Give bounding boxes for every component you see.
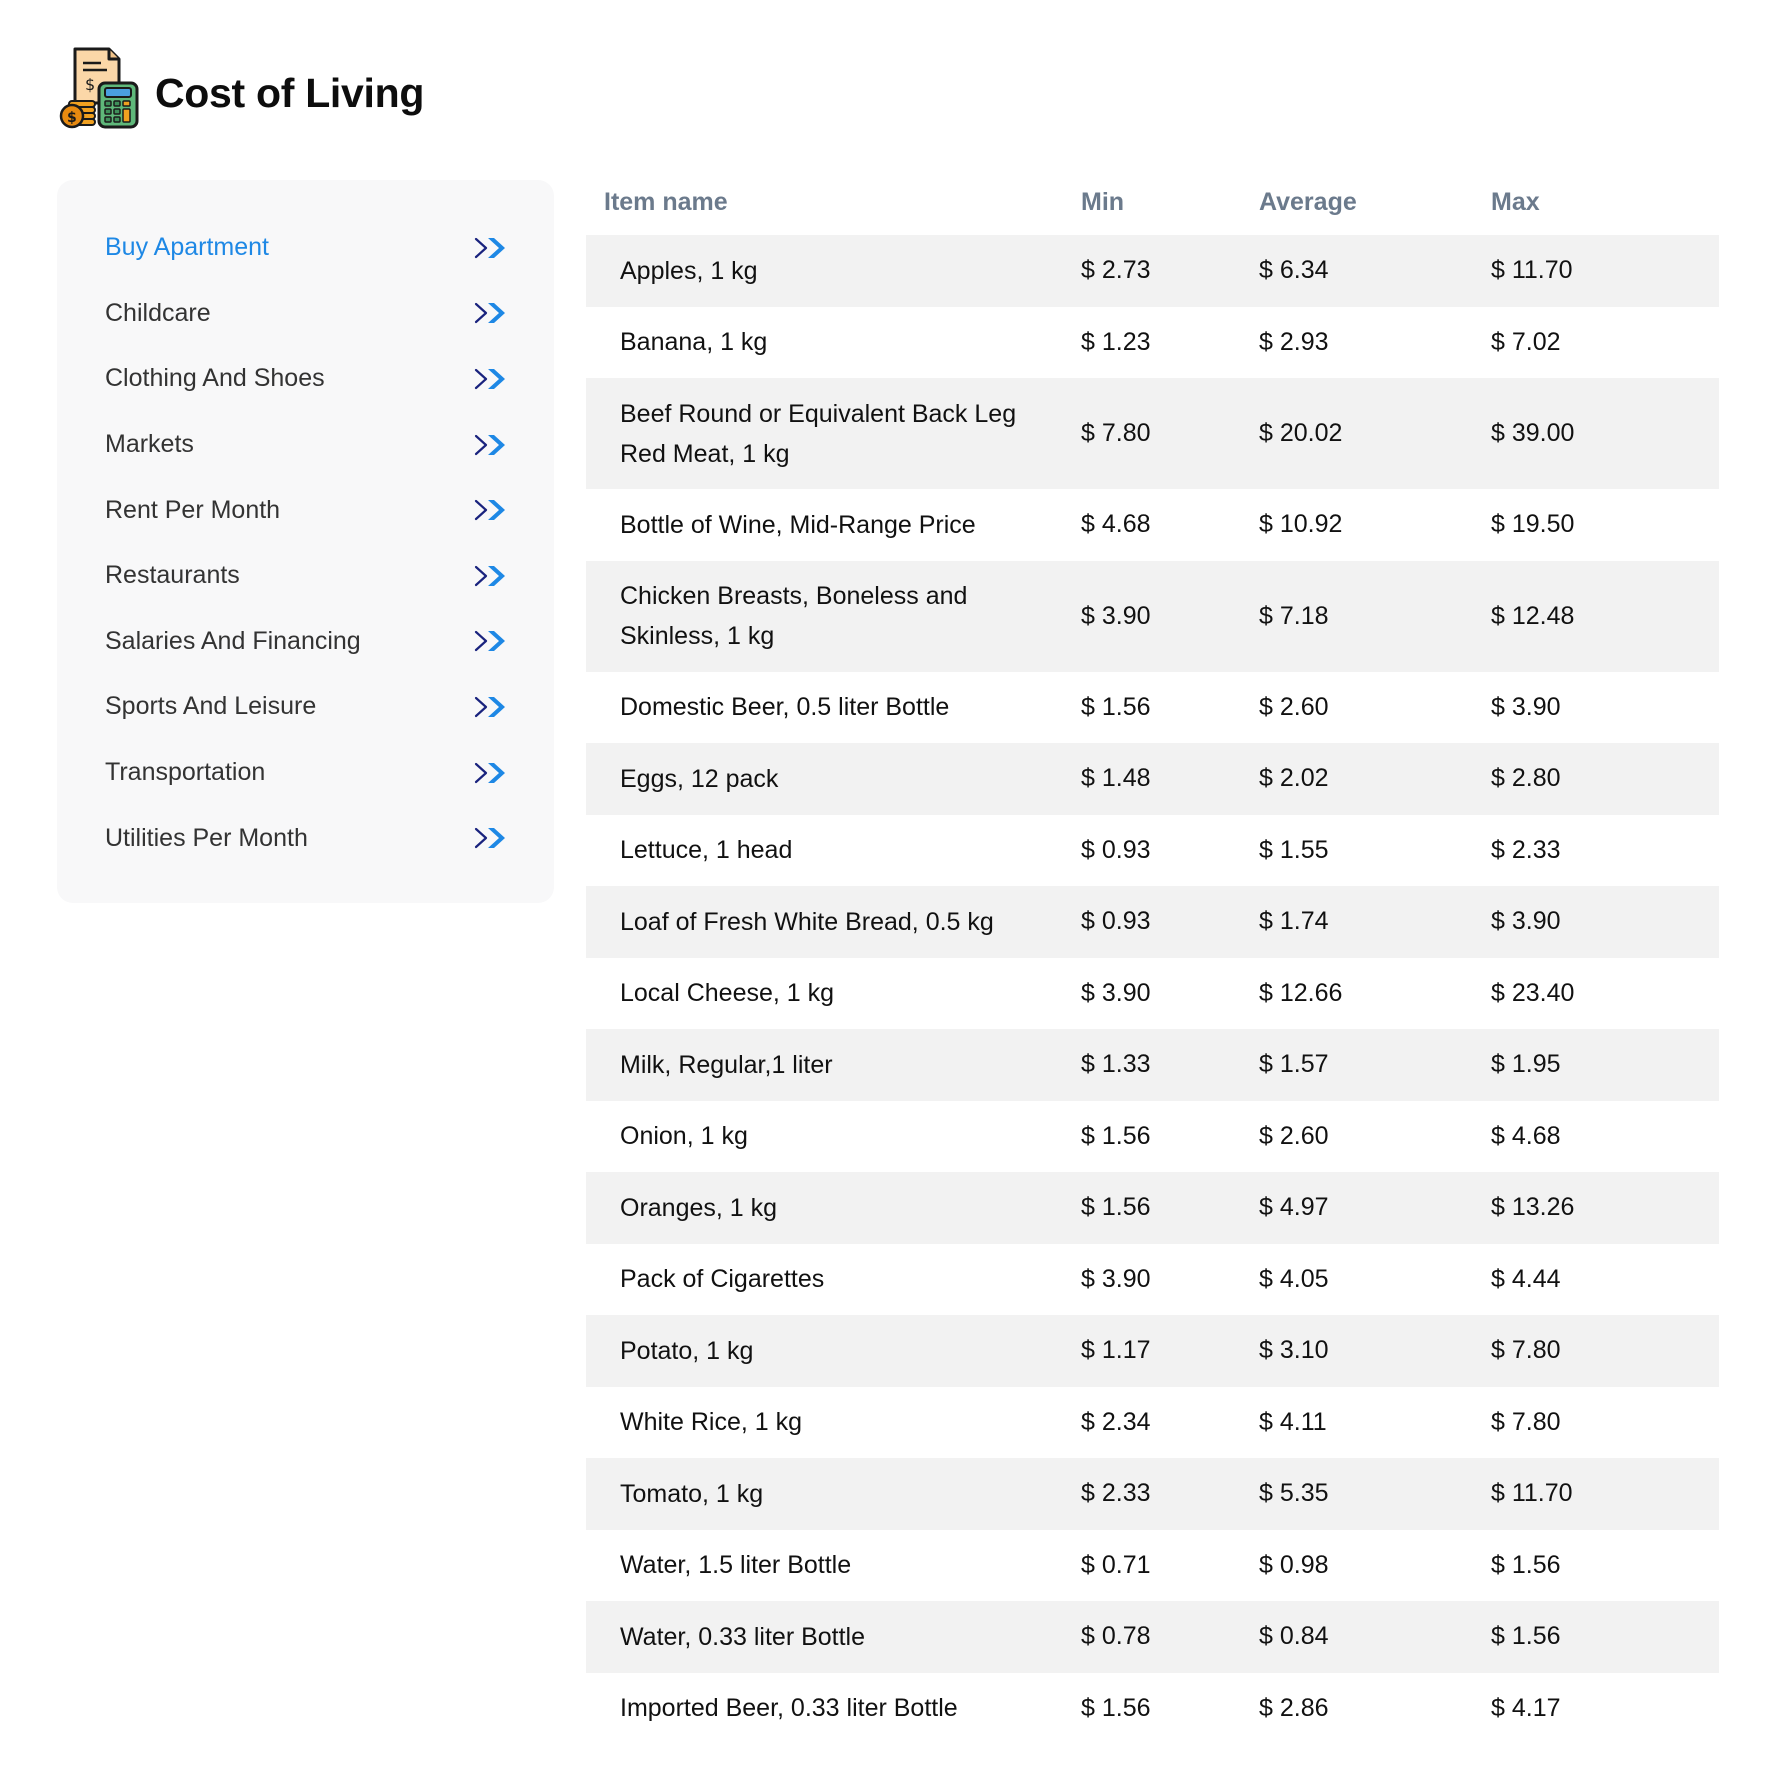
item-name-cell: Onion, 1 kg	[620, 1122, 748, 1151]
max-cell: $ 11.70	[1491, 256, 1573, 285]
table-row	[586, 307, 1719, 379]
max-cell: $ 19.50	[1491, 510, 1575, 539]
item-name-cell: Water, 0.33 liter Bottle	[620, 1622, 866, 1651]
max-cell: $ 7.02	[1491, 327, 1561, 356]
average-cell: $ 5.35	[1259, 1479, 1329, 1508]
column-header-max: Max	[1491, 188, 1540, 216]
item-name-cell: Water, 1.5 liter Bottle	[620, 1551, 852, 1580]
min-cell: $ 1.33	[1081, 1050, 1151, 1079]
item-name-cell: Milk, Regular,1 liter	[620, 1050, 833, 1079]
table-row	[586, 672, 1719, 744]
double-chevron-right-icon	[472, 365, 508, 393]
average-cell: $ 0.84	[1259, 1622, 1329, 1651]
table-row	[586, 561, 1719, 672]
svg-text:$: $	[67, 110, 77, 126]
max-cell: $ 39.00	[1491, 419, 1575, 447]
max-cell: $ 4.17	[1491, 1693, 1561, 1722]
double-chevron-right-icon	[472, 234, 508, 262]
sidebar-item-label: Utilities Per Month	[105, 823, 308, 852]
max-cell: $ 12.48	[1491, 601, 1575, 630]
average-cell: $ 3.10	[1259, 1336, 1329, 1365]
sidebar-item-label: Rent Per Month	[105, 495, 281, 524]
sidebar-item-label: Salaries And Financing	[105, 626, 361, 655]
item-name-cell: Apples, 1 kg	[620, 256, 758, 285]
double-chevron-right-icon	[472, 562, 508, 590]
min-cell: $ 1.48	[1081, 764, 1151, 793]
double-chevron-right-icon	[472, 496, 508, 524]
table-row	[586, 743, 1719, 815]
item-name-cell: White Rice, 1 kg	[620, 1408, 803, 1437]
double-chevron-right-icon	[472, 431, 508, 459]
sidebar-item-label: Buy Apartment	[105, 233, 269, 262]
average-cell: $ 10.92	[1259, 510, 1343, 539]
max-cell: $ 2.80	[1491, 764, 1561, 793]
table-row	[586, 886, 1719, 958]
max-cell: $ 1.56	[1491, 1622, 1561, 1651]
table-row	[586, 1172, 1719, 1244]
average-cell: $ 2.60	[1259, 1121, 1329, 1150]
min-cell: $ 1.56	[1081, 692, 1151, 721]
average-cell: $ 2.02	[1259, 764, 1329, 793]
average-cell: $ 7.18	[1259, 601, 1329, 630]
sidebar-item-restaurants[interactable]	[57, 543, 554, 609]
item-name-cell: Eggs, 12 pack	[620, 764, 779, 793]
average-cell: $ 2.60	[1259, 692, 1329, 721]
min-cell: $ 4.68	[1081, 510, 1151, 539]
item-name-cell: Domestic Beer, 0.5 liter Bottle	[620, 693, 950, 722]
sidebar-item-salaries-and-financing[interactable]	[57, 609, 554, 675]
item-name-cell: Tomato, 1 kg	[620, 1479, 764, 1508]
double-chevron-right-icon	[472, 299, 508, 327]
max-cell: $ 7.80	[1491, 1407, 1561, 1436]
table-row	[586, 1101, 1719, 1173]
svg-text:$: $	[85, 75, 96, 94]
item-name-cell: Chicken Breasts, Boneless and Skinless, 1 kg	[620, 582, 968, 650]
min-cell: $ 0.93	[1081, 835, 1151, 864]
table-row	[586, 1387, 1719, 1459]
item-name-cell: Potato, 1 kg	[620, 1336, 754, 1365]
average-cell: $ 2.93	[1259, 327, 1329, 356]
sidebar-item-label: Childcare	[105, 298, 211, 327]
sidebar-item-sports-and-leisure[interactable]	[57, 674, 554, 740]
max-cell: $ 3.90	[1491, 907, 1561, 936]
prices-table	[586, 170, 1719, 1744]
max-cell: $ 2.33	[1491, 835, 1561, 864]
max-cell: $ 1.56	[1491, 1550, 1561, 1579]
average-cell: $ 2.86	[1259, 1693, 1329, 1722]
average-cell: $ 4.11	[1259, 1407, 1327, 1436]
min-cell: $ 3.90	[1081, 978, 1151, 1007]
table-row	[586, 489, 1719, 561]
table-row	[586, 235, 1719, 307]
sidebar-item-clothing-and-shoes[interactable]	[57, 346, 554, 412]
sidebar-item-childcare[interactable]	[57, 281, 554, 347]
double-chevron-right-icon	[472, 759, 508, 787]
table-header	[586, 170, 1719, 235]
table-row	[586, 1029, 1719, 1101]
min-cell: $ 1.23	[1081, 327, 1151, 356]
average-cell: $ 1.55	[1259, 835, 1329, 864]
item-name-cell: Imported Beer, 0.33 liter Bottle	[620, 1694, 958, 1723]
table-row	[586, 1458, 1719, 1530]
column-header-average: Average	[1259, 188, 1357, 216]
min-cell: $ 2.73	[1081, 256, 1151, 285]
max-cell: $ 4.68	[1491, 1121, 1561, 1150]
item-name-cell: Bottle of Wine, Mid-Range Price	[620, 510, 976, 539]
page-header	[57, 42, 424, 132]
min-cell: $ 1.17	[1081, 1336, 1151, 1365]
double-chevron-right-icon	[472, 627, 508, 655]
max-cell: $ 11.70	[1491, 1479, 1573, 1508]
category-sidebar	[57, 180, 554, 903]
column-header-item-name: Item name	[604, 188, 728, 216]
sidebar-item-label: Sports And Leisure	[105, 692, 317, 721]
average-cell: $ 1.74	[1259, 907, 1329, 936]
sidebar-item-transportation[interactable]	[57, 740, 554, 806]
max-cell: $ 13.26	[1491, 1193, 1575, 1222]
table-row	[586, 1530, 1719, 1602]
min-cell: $ 3.90	[1081, 1264, 1151, 1293]
average-cell: $ 1.57	[1259, 1050, 1329, 1079]
average-cell: $ 4.05	[1259, 1264, 1329, 1293]
item-name-cell: Lettuce, 1 head	[620, 836, 793, 865]
item-name-cell: Local Cheese, 1 kg	[620, 979, 835, 1008]
min-cell: $ 1.56	[1081, 1693, 1151, 1722]
sidebar-item-rent-per-month[interactable]	[57, 477, 554, 543]
average-cell: $ 20.02	[1259, 419, 1343, 447]
min-cell: $ 2.34	[1081, 1407, 1151, 1436]
average-cell: $ 0.98	[1259, 1550, 1329, 1579]
min-cell: $ 0.71	[1081, 1550, 1151, 1579]
max-cell: $ 3.90	[1491, 692, 1561, 721]
item-name-cell: Loaf of Fresh White Bread, 0.5 kg	[620, 907, 994, 936]
double-chevron-right-icon	[472, 693, 508, 721]
sidebar-item-label: Transportation	[105, 758, 266, 787]
average-cell: $ 6.34	[1259, 256, 1329, 285]
sidebar-item-label: Clothing And Shoes	[105, 364, 325, 393]
sidebar-item-utilities-per-month[interactable]	[57, 805, 554, 871]
table-body	[586, 235, 1719, 1744]
max-cell: $ 7.80	[1491, 1336, 1561, 1365]
double-chevron-right-icon	[472, 824, 508, 852]
max-cell: $ 4.44	[1491, 1264, 1561, 1293]
max-cell: $ 23.40	[1491, 978, 1575, 1007]
table-row	[586, 958, 1719, 1030]
min-cell: $ 3.90	[1081, 601, 1151, 630]
max-cell: $ 1.95	[1491, 1050, 1561, 1079]
table-row	[586, 1244, 1719, 1316]
min-cell: $ 0.93	[1081, 907, 1151, 936]
sidebar-item-label: Restaurants	[105, 561, 240, 590]
table-row	[586, 378, 1719, 489]
average-cell: $ 4.97	[1259, 1193, 1329, 1222]
min-cell: $ 1.56	[1081, 1121, 1151, 1150]
sidebar-item-markets[interactable]	[57, 412, 554, 478]
min-cell: $ 2.33	[1081, 1479, 1151, 1508]
item-name-cell: Banana, 1 kg	[620, 328, 768, 357]
calculator-bill-coins-icon	[57, 45, 139, 129]
item-name-cell: Beef Round or Equivalent Back Leg Red Meat, 1 kg	[620, 399, 1017, 468]
average-cell: $ 12.66	[1259, 978, 1343, 1007]
page-title: Cost of Living	[155, 69, 425, 116]
min-cell: $ 7.80	[1081, 419, 1151, 447]
column-header-min: Min	[1081, 188, 1125, 216]
item-name-cell: Pack of Cigarettes	[620, 1265, 825, 1294]
min-cell: $ 0.78	[1081, 1622, 1151, 1651]
table-row	[586, 1315, 1719, 1387]
table-row	[586, 815, 1719, 887]
sidebar-item-buy-apartment[interactable]	[57, 215, 554, 281]
min-cell: $ 1.56	[1081, 1193, 1151, 1222]
table-row	[586, 1601, 1719, 1673]
sidebar-item-label: Markets	[105, 430, 194, 459]
item-name-cell: Oranges, 1 kg	[620, 1193, 778, 1222]
table-row	[586, 1673, 1719, 1745]
